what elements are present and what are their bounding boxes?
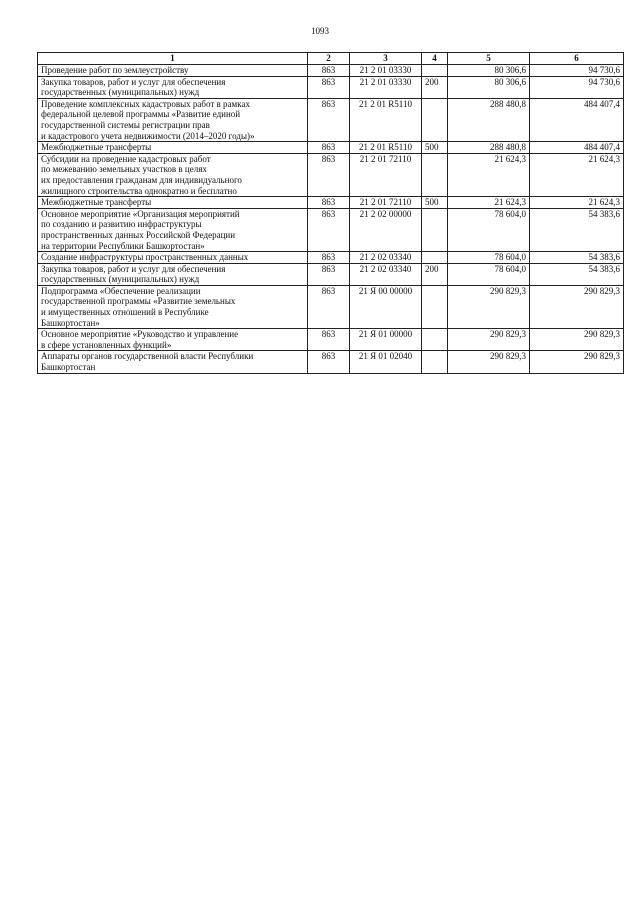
amount-year-2-cell: 21 624,3	[530, 153, 624, 196]
table-row	[38, 252, 624, 264]
expense-name-line: Подпрограмма «Обеспечение реализации	[41, 285, 201, 296]
amount-year-1-cell: 290 829,3	[448, 329, 530, 351]
amount-year-1-cell: 78 604,0	[448, 263, 530, 285]
expense-name-line: Субсидии на проведение кадастровых работ	[41, 153, 211, 164]
expense-type-cell: 200	[422, 76, 448, 98]
target-article-cell: 21 2 02 03340	[350, 252, 422, 264]
expense-type-cell	[422, 351, 448, 373]
department-code-cell: 863	[308, 208, 350, 251]
expense-name-line: Основное мероприятие «Организация мероприятий	[41, 208, 240, 219]
amount-year-2-cell: 290 829,3	[530, 351, 624, 373]
table-row	[38, 263, 624, 285]
expense-name-line: Закупка товаров, работ и услуг для обеспечения	[41, 76, 226, 87]
table-row	[38, 65, 624, 77]
table-row	[38, 285, 624, 328]
expense-type-cell	[422, 329, 448, 351]
target-article-cell: 21 Я 01 02040	[350, 351, 422, 373]
table-row	[38, 76, 624, 98]
expense-name-line: жилищного строительства однократно и бесплатно	[41, 185, 237, 196]
expense-name-line: Межбюджетные трансферты	[41, 142, 152, 153]
expense-type-cell	[422, 65, 448, 77]
department-code-cell: 863	[308, 98, 350, 141]
amount-year-1-cell: 80 306,6	[448, 65, 530, 77]
target-article-cell: 21 2 01 R5110	[350, 142, 422, 154]
expense-type-cell	[422, 252, 448, 264]
table-row	[38, 142, 624, 154]
expense-name-cell	[38, 142, 308, 154]
expense-name-cell	[38, 197, 308, 209]
amount-year-1-cell: 80 306,6	[448, 76, 530, 98]
target-article-cell: 21 2 01 72110	[350, 153, 422, 196]
expense-name-cell	[38, 153, 308, 196]
expense-name-cell	[38, 252, 308, 264]
expense-type-cell	[422, 98, 448, 141]
expense-name-line: федеральной целевой программы «Развитие единой	[41, 109, 241, 120]
amount-year-2-cell: 484 407,4	[530, 142, 624, 154]
table-row	[38, 98, 624, 141]
column-header: 2	[308, 53, 350, 65]
amount-year-2-cell: 54 383,6	[530, 208, 624, 251]
amount-year-2-cell: 290 829,3	[530, 285, 624, 328]
expense-name-line: государственных (муниципальных) нужд	[41, 87, 200, 98]
department-code-cell: 863	[308, 142, 350, 154]
expense-type-cell: 200	[422, 263, 448, 285]
amount-year-1-cell: 78 604,0	[448, 252, 530, 264]
expense-name-line: государственной системы регистрации прав	[41, 119, 210, 130]
amount-year-1-cell: 290 829,3	[448, 285, 530, 328]
department-code-cell: 863	[308, 197, 350, 209]
target-article-cell: 21 2 01 03330	[350, 65, 422, 77]
expense-name-line: их предоставления гражданам для индивидуального	[41, 174, 242, 185]
department-code-cell: 863	[308, 351, 350, 373]
expense-name-line: Башкортостан	[41, 362, 96, 373]
target-article-cell: 21 2 01 R5110	[350, 98, 422, 141]
target-article-cell: 21 2 02 03340	[350, 263, 422, 285]
table-row	[38, 153, 624, 196]
budget-table	[37, 52, 624, 374]
amount-year-2-cell: 21 624,3	[530, 197, 624, 209]
expense-type-cell	[422, 285, 448, 328]
target-article-cell: 21 2 01 03330	[350, 76, 422, 98]
expense-name-line: Межбюджетные трансферты	[41, 197, 152, 208]
expense-name-line: в сфере установленных функций»	[41, 339, 172, 350]
department-code-cell: 863	[308, 285, 350, 328]
amount-year-2-cell: 54 383,6	[530, 263, 624, 285]
target-article-cell: 21 Я 01 00000	[350, 329, 422, 351]
amount-year-1-cell: 21 624,3	[448, 197, 530, 209]
expense-name-cell	[38, 65, 308, 77]
expense-name-line: Закупка товаров, работ и услуг для обеспечения	[41, 263, 226, 274]
amount-year-2-cell: 54 383,6	[530, 252, 624, 264]
column-header: 3	[350, 53, 422, 65]
expense-name-line: Проведение комплексных кадастровых работ в рамках	[41, 98, 250, 109]
expense-type-cell: 500	[422, 197, 448, 209]
amount-year-1-cell: 288 480,8	[448, 142, 530, 154]
target-article-cell: 21 2 01 72110	[350, 197, 422, 209]
table-header-row	[38, 53, 624, 65]
amount-year-2-cell: 484 407,4	[530, 98, 624, 141]
expense-name-cell	[38, 76, 308, 98]
table-row	[38, 208, 624, 251]
expense-name-line: государственных (муниципальных) нужд	[41, 274, 200, 285]
expense-type-cell	[422, 153, 448, 196]
table-body	[38, 65, 624, 374]
expense-name-line: на территории Республики Башкортостан»	[41, 240, 205, 251]
table-row	[38, 197, 624, 209]
expense-name-line: и имущественных отношений в Республике	[41, 307, 209, 318]
table-row	[38, 329, 624, 351]
expense-name-line: и кадастрового учета недвижимости (2014–2020 годы)»	[41, 130, 255, 141]
expense-name-line: Башкортостан»	[41, 317, 100, 328]
department-code-cell: 863	[308, 153, 350, 196]
expense-name-line: по межеванию земельных участков в целях	[41, 164, 207, 175]
department-code-cell: 863	[308, 329, 350, 351]
column-header: 4	[422, 53, 448, 65]
amount-year-1-cell: 78 604,0	[448, 208, 530, 251]
column-header: 6	[530, 53, 624, 65]
target-article-cell: 21 Я 00 00000	[350, 285, 422, 328]
page-number: 1093	[311, 26, 329, 36]
amount-year-1-cell: 288 480,8	[448, 98, 530, 141]
expense-name-cell	[38, 351, 308, 373]
expense-name-cell	[38, 98, 308, 141]
expense-name-line: по созданию и развитию инфраструктуры	[41, 219, 202, 230]
table-row	[38, 351, 624, 373]
expense-name-cell	[38, 329, 308, 351]
expense-name-cell	[38, 208, 308, 251]
expense-name-line: пространственных данных Российской Федерации	[41, 229, 236, 240]
expense-name-line: Аппараты органов государственной власти Республики	[41, 351, 254, 362]
expense-name-line: Основное мероприятие «Руководство и управление	[41, 329, 239, 340]
amount-year-1-cell: 21 624,3	[448, 153, 530, 196]
expense-name-cell	[38, 285, 308, 328]
expense-name-cell	[38, 263, 308, 285]
amount-year-2-cell: 290 829,3	[530, 329, 624, 351]
expense-name-line: Создание инфраструктуры пространственных данных	[41, 252, 249, 263]
target-article-cell: 21 2 02 00000	[350, 208, 422, 251]
department-code-cell: 863	[308, 65, 350, 77]
expense-name-line: Проведение работ по землеустройству	[41, 65, 189, 75]
expense-name-line: государственной программы «Развитие земельных	[41, 296, 236, 307]
amount-year-1-cell: 290 829,3	[448, 351, 530, 373]
department-code-cell: 863	[308, 76, 350, 98]
expense-type-cell	[422, 208, 448, 251]
column-header: 1	[38, 53, 308, 65]
department-code-cell: 863	[308, 263, 350, 285]
expense-type-cell: 500	[422, 142, 448, 154]
department-code-cell: 863	[308, 252, 350, 264]
column-header: 5	[448, 53, 530, 65]
amount-year-2-cell: 94 730,6	[530, 76, 624, 98]
amount-year-2-cell: 94 730,6	[530, 65, 624, 77]
